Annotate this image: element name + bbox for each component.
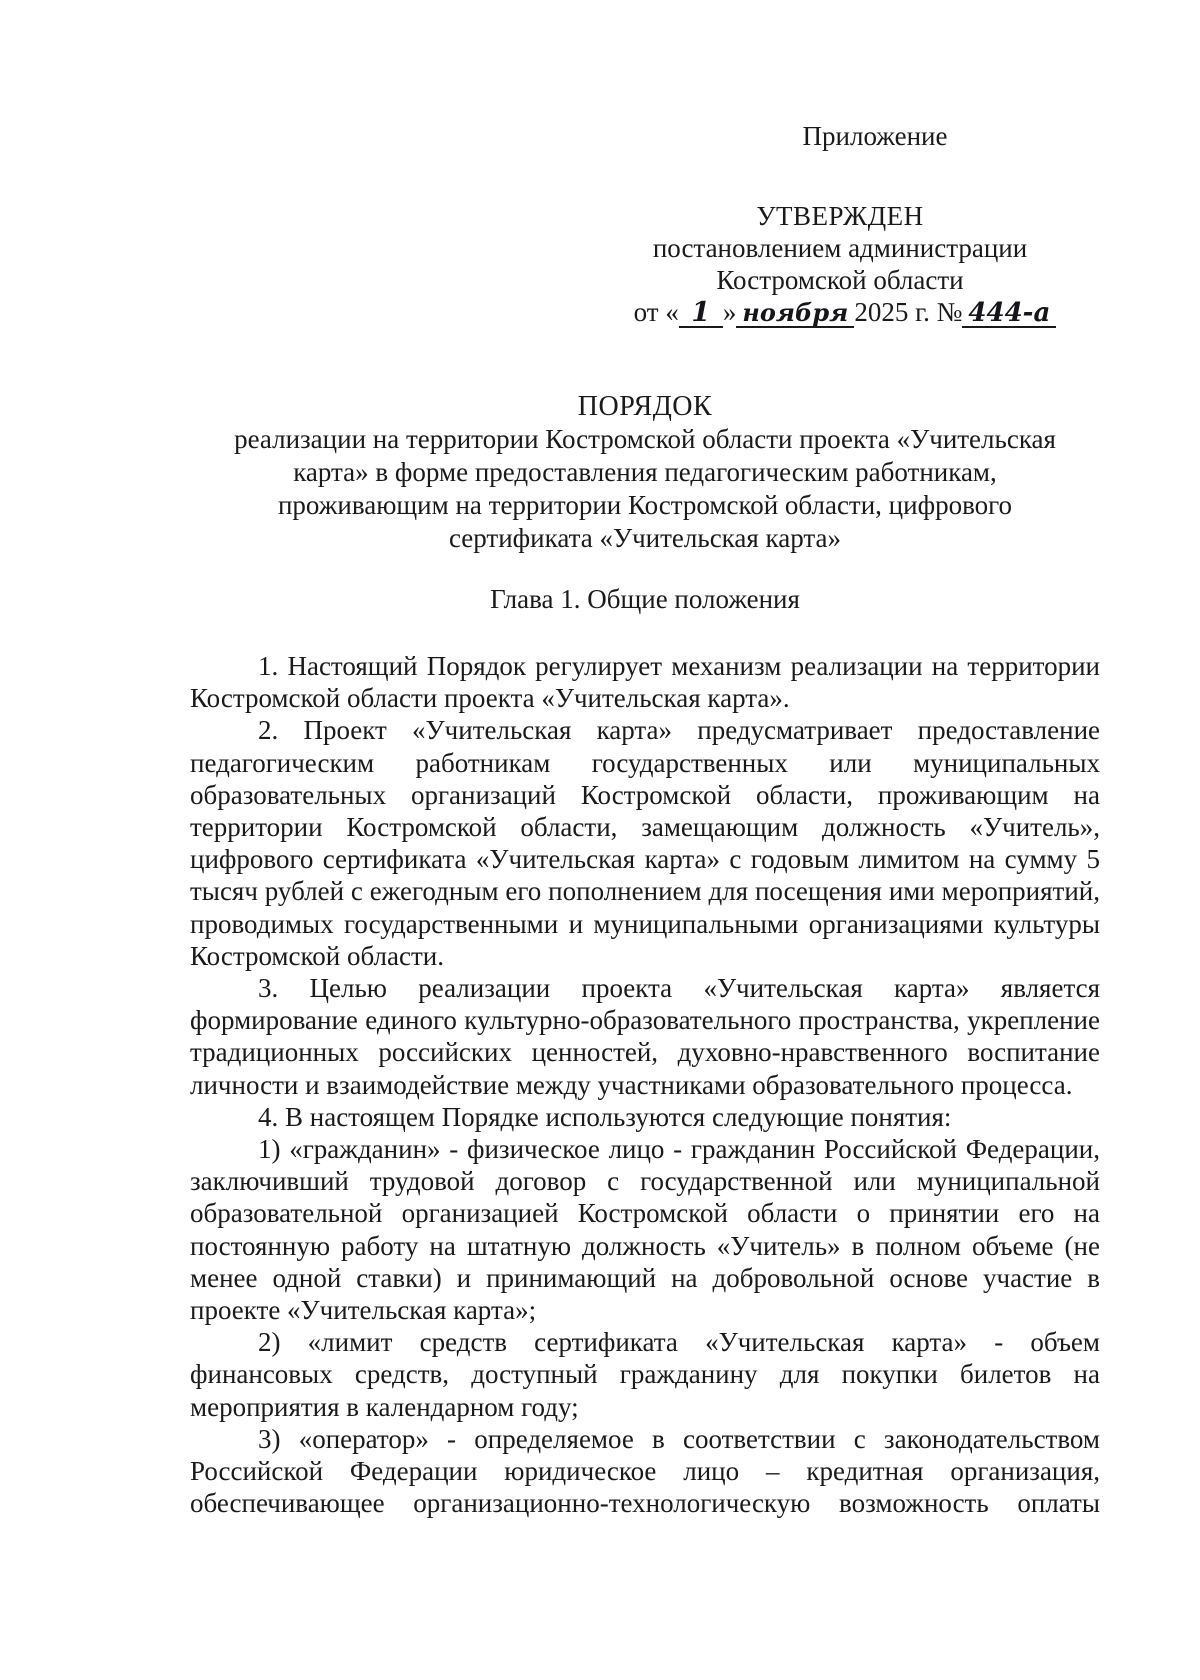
approval-line-1: постановлением администрации (652, 233, 1028, 263)
title-line-1: реализации на территории Костромской области проекта «Учительская (234, 424, 1056, 454)
approval-block (570, 120, 1110, 328)
definition-3: 3) «оператор» - определяемое в соответствии с законодательством Российской Федерации юридическое лицо – кредитная организация, обеспечивающее организационно-технологическую возможность оплаты (190, 1423, 1100, 1519)
document-body (190, 650, 1100, 1519)
definition-1: 1) «гражданин» - физическое лицо - гражданин Российской Федерации, заключивший трудовой договор с государственной или муниципальной образовательной организацией Костромской области о принятии его на постоянную работу на штатную должность «Учитель» в полном объеме (не менее одной ставки) и принимающий на добровольной основе участие в проекте «Учительская карта»; (190, 1134, 1100, 1326)
paragraph-4: 4. В настоящем Порядке используются следующие понятия: (258, 1101, 952, 1132)
title-heading: ПОРЯДОК (577, 391, 713, 422)
title-line-2: карта» в форме предоставления педагогическим работникам, (293, 457, 997, 487)
handwritten-month: ноября (736, 300, 854, 328)
approval-date-line (580, 296, 1110, 328)
handwritten-number: 444-а (962, 300, 1056, 328)
paragraph-1: 1. Настоящий Порядок регулирует механизм реализации на территории Костромской области проекта «Учительская карта». (190, 651, 1100, 714)
chapter-title: Глава 1. Общие положения (490, 584, 800, 614)
approved-label: УТВЕРЖДЕН (756, 201, 924, 231)
approval-line-2: Костромской области (716, 265, 964, 295)
paragraph-3: 3. Целью реализации проекта «Учительская карта» является формирование единого культурно-образовательного пространства, укрепление традиционных российских ценностей, духовно-нравственного воспитание личности и взаимодействие между участниками образовательного процесса. (190, 973, 1100, 1100)
annex-label: Приложение (802, 121, 948, 151)
date-year: 2025 г. № (854, 297, 963, 327)
document-title (190, 390, 1100, 555)
title-line-4: сертификата «Учительская карта» (448, 523, 841, 553)
date-mid: » (722, 297, 737, 327)
definition-2: 2) «лимит средств сертификата «Учительская карта» - объем финансовых средств, доступный гражданину для покупки билетов на мероприятия в календарном году; (190, 1327, 1100, 1422)
date-prefix: от « (633, 297, 679, 327)
handwritten-day: 1 (679, 300, 723, 328)
paragraph-2: 2. Проект «Учительская карта» предусматривает предоставление педагогическим работникам государственных или муниципальных образовательных организаций Костромской области, проживающим на территории Костромской области, замещающим должность «Учитель», цифрового сертификата «Учительская карта» с годовым лимитом на сумму 5 тысяч рублей с ежегодным его пополнением для посещения ими мероприятий, проводимых государственными и муниципальными организациями культуры Костромской области. (190, 715, 1100, 971)
title-line-3: проживающим на территории Костромской области, цифрового (277, 490, 1013, 520)
